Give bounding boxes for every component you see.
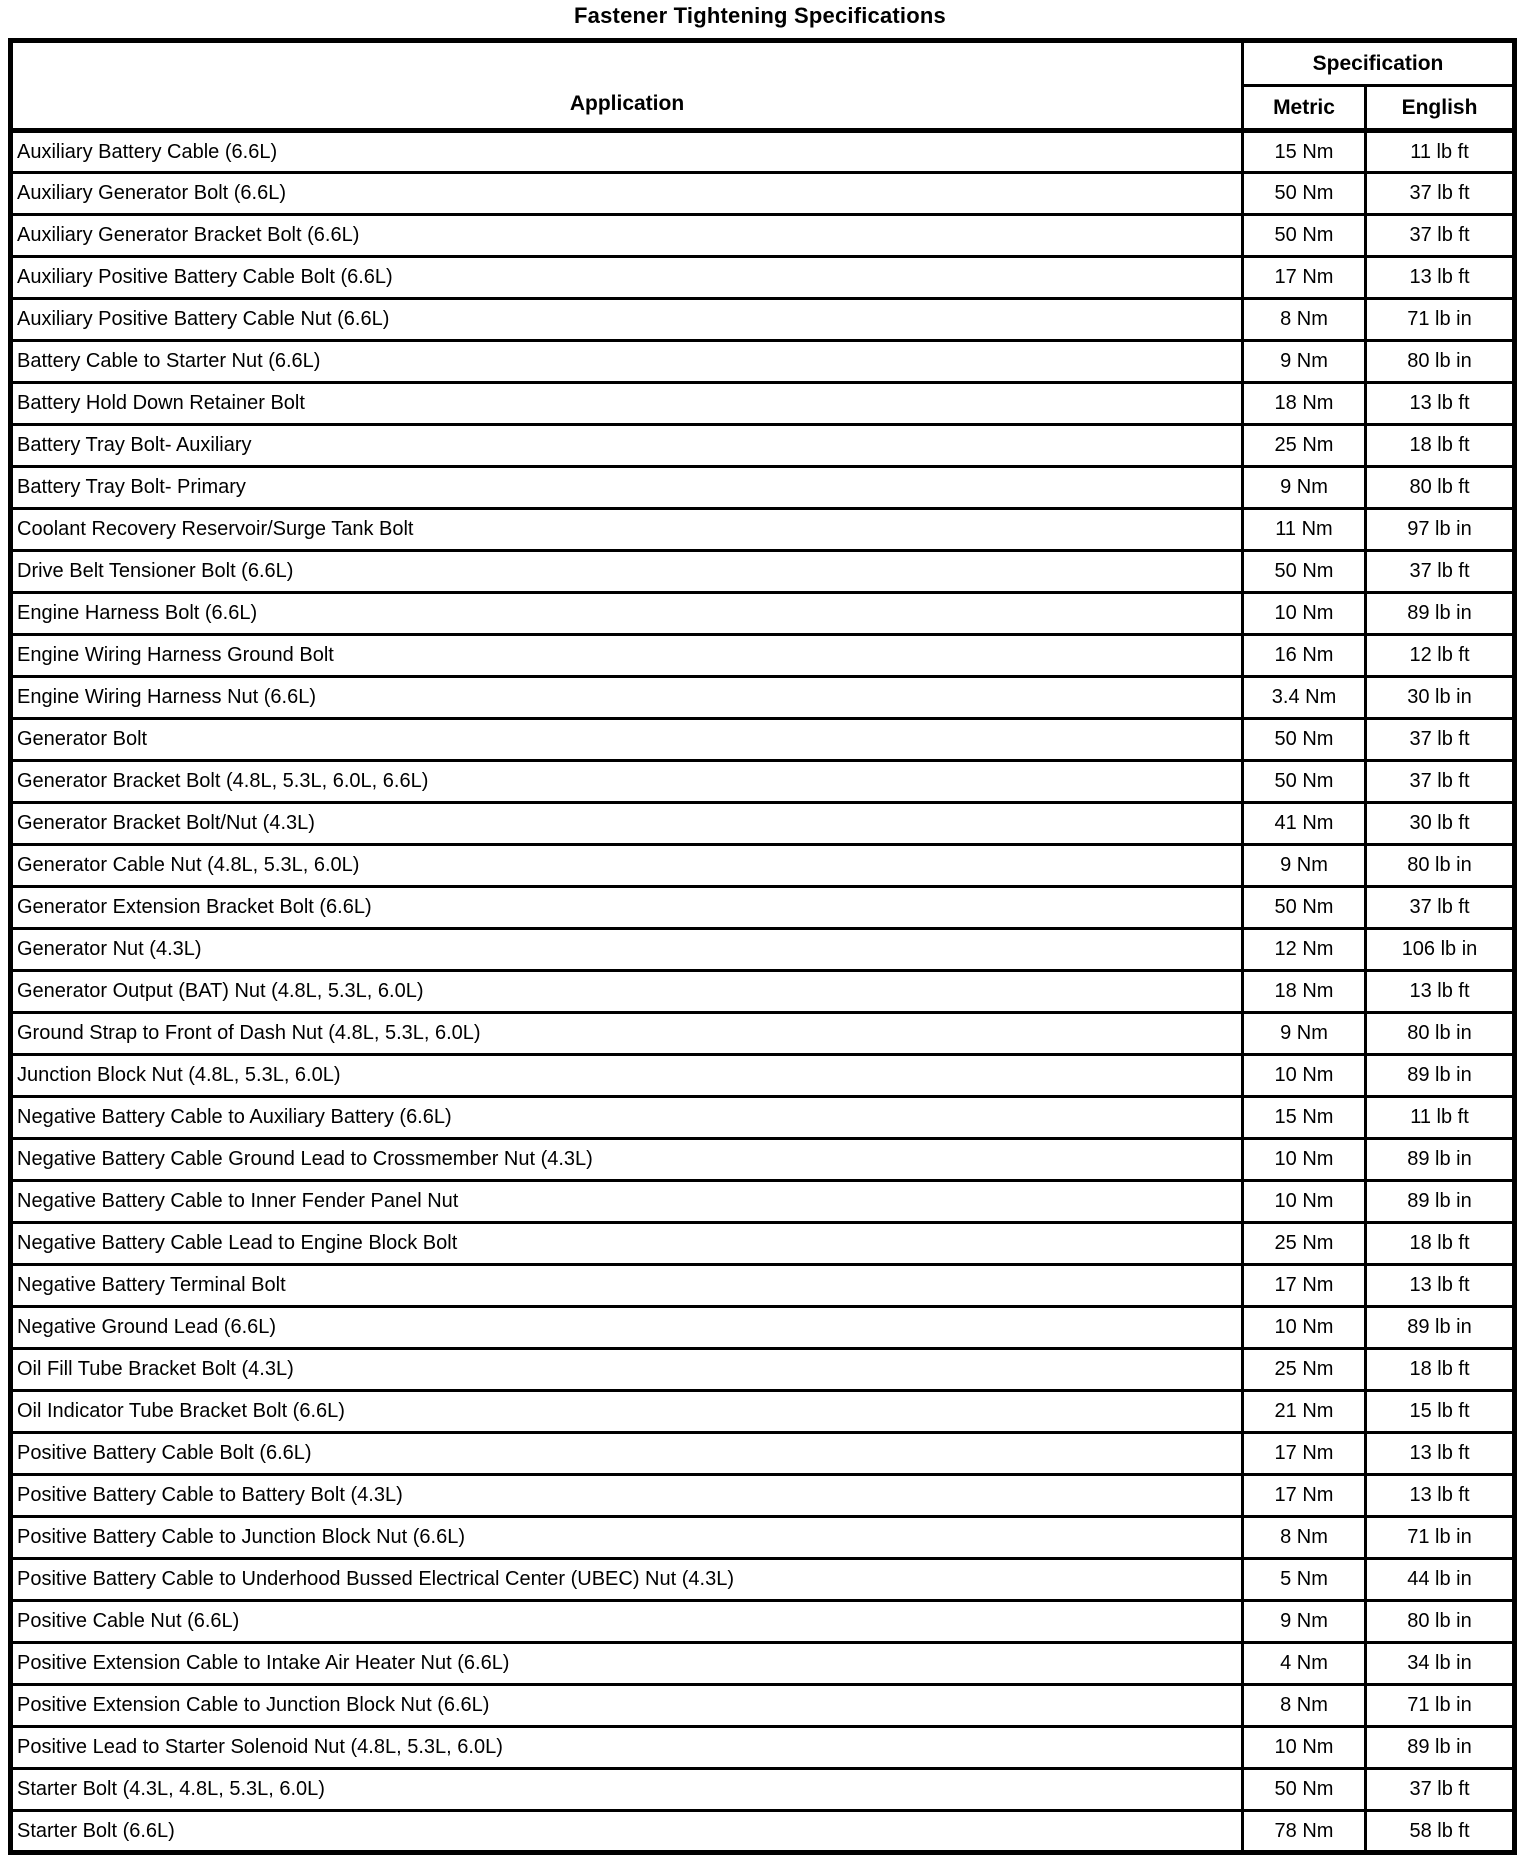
application-cell: Oil Indicator Tube Bracket Bolt (6.6L) [11,1391,1243,1433]
english-value-cell: 71 lb in [1366,299,1515,341]
english-value-cell: 97 lb in [1366,509,1515,551]
header-row-specification [11,41,1515,86]
table-row [11,1433,1515,1475]
application-cell: Auxiliary Positive Battery Cable Bolt (6.6L) [11,257,1243,299]
metric-value-cell: 10 Nm [1243,593,1366,635]
application-cell: Battery Tray Bolt- Primary [11,467,1243,509]
application-cell: Generator Cable Nut (4.8L, 5.3L, 6.0L) [11,845,1243,887]
metric-value-cell: 16 Nm [1243,635,1366,677]
application-cell: Battery Hold Down Retainer Bolt [11,383,1243,425]
table-row [11,845,1515,887]
english-value-cell: 89 lb in [1366,1055,1515,1097]
metric-value-cell: 9 Nm [1243,845,1366,887]
english-column-header: English [1366,86,1515,131]
table-row [11,593,1515,635]
table-row [11,803,1515,845]
english-value-cell: 89 lb in [1366,1181,1515,1223]
english-value-cell: 89 lb in [1366,1307,1515,1349]
metric-value-cell: 17 Nm [1243,1265,1366,1307]
metric-value-cell: 5 Nm [1243,1559,1366,1601]
english-value-cell: 30 lb in [1366,677,1515,719]
page-title: Fastener Tightening Specifications [574,3,946,28]
table-body [11,131,1515,1853]
application-column-header: Application [11,41,1243,131]
table-row [11,971,1515,1013]
table-row [11,677,1515,719]
english-value-cell: 11 lb ft [1366,131,1515,173]
metric-value-cell: 41 Nm [1243,803,1366,845]
metric-value-cell: 10 Nm [1243,1139,1366,1181]
application-cell: Coolant Recovery Reservoir/Surge Tank Bolt [11,509,1243,551]
application-cell: Negative Battery Cable to Auxiliary Battery (6.6L) [11,1097,1243,1139]
metric-value-cell: 18 Nm [1243,383,1366,425]
english-value-cell: 37 lb ft [1366,215,1515,257]
table-row [11,551,1515,593]
table-row [11,1139,1515,1181]
table-row [11,1391,1515,1433]
english-value-cell: 13 lb ft [1366,971,1515,1013]
metric-value-cell: 21 Nm [1243,1391,1366,1433]
english-value-cell: 106 lb in [1366,929,1515,971]
english-value-cell: 37 lb ft [1366,887,1515,929]
application-cell: Engine Wiring Harness Ground Bolt [11,635,1243,677]
metric-value-cell: 50 Nm [1243,761,1366,803]
table-row [11,929,1515,971]
table-row [11,1811,1515,1853]
metric-value-cell: 10 Nm [1243,1181,1366,1223]
application-cell: Starter Bolt (4.3L, 4.8L, 5.3L, 6.0L) [11,1769,1243,1811]
table-row [11,1181,1515,1223]
metric-value-cell: 9 Nm [1243,467,1366,509]
metric-value-cell: 50 Nm [1243,173,1366,215]
english-value-cell: 44 lb in [1366,1559,1515,1601]
application-cell: Generator Bolt [11,719,1243,761]
english-value-cell: 71 lb in [1366,1685,1515,1727]
english-value-cell: 58 lb ft [1366,1811,1515,1853]
application-cell: Drive Belt Tensioner Bolt (6.6L) [11,551,1243,593]
application-cell: Negative Ground Lead (6.6L) [11,1307,1243,1349]
metric-value-cell: 17 Nm [1243,1475,1366,1517]
metric-value-cell: 50 Nm [1243,215,1366,257]
application-cell: Negative Battery Terminal Bolt [11,1265,1243,1307]
metric-value-cell: 25 Nm [1243,1349,1366,1391]
application-cell: Generator Extension Bracket Bolt (6.6L) [11,887,1243,929]
application-cell: Positive Battery Cable Bolt (6.6L) [11,1433,1243,1475]
english-value-cell: 71 lb in [1366,1517,1515,1559]
application-cell: Positive Battery Cable to Battery Bolt (4.3L) [11,1475,1243,1517]
metric-value-cell: 15 Nm [1243,1097,1366,1139]
table-row [11,1265,1515,1307]
metric-value-cell: 18 Nm [1243,971,1366,1013]
metric-value-cell: 11 Nm [1243,509,1366,551]
metric-value-cell: 10 Nm [1243,1307,1366,1349]
english-value-cell: 80 lb in [1366,341,1515,383]
metric-value-cell: 3.4 Nm [1243,677,1366,719]
metric-value-cell: 78 Nm [1243,1811,1366,1853]
application-cell: Negative Battery Cable to Inner Fender Panel Nut [11,1181,1243,1223]
english-value-cell: 37 lb ft [1366,719,1515,761]
english-value-cell: 13 lb ft [1366,1433,1515,1475]
metric-column-header: Metric [1243,86,1366,131]
table-row [11,467,1515,509]
table-row [11,1055,1515,1097]
english-value-cell: 80 lb in [1366,1013,1515,1055]
metric-value-cell: 8 Nm [1243,299,1366,341]
english-value-cell: 11 lb ft [1366,1097,1515,1139]
english-value-cell: 18 lb ft [1366,425,1515,467]
english-value-cell: 89 lb in [1366,593,1515,635]
metric-value-cell: 50 Nm [1243,1769,1366,1811]
english-value-cell: 13 lb ft [1366,383,1515,425]
english-value-cell: 89 lb in [1366,1727,1515,1769]
table-row [11,1307,1515,1349]
table-row [11,1349,1515,1391]
metric-value-cell: 17 Nm [1243,257,1366,299]
english-value-cell: 80 lb in [1366,1601,1515,1643]
table-row [11,1517,1515,1559]
table-row [11,887,1515,929]
table-row [11,761,1515,803]
english-value-cell: 13 lb ft [1366,1265,1515,1307]
application-cell: Generator Nut (4.3L) [11,929,1243,971]
application-cell: Positive Battery Cable to Underhood Bussed Electrical Center (UBEC) Nut (4.3L) [11,1559,1243,1601]
english-value-cell: 13 lb ft [1366,257,1515,299]
table-row [11,1223,1515,1265]
specification-column-header: Specification [1243,41,1515,86]
application-cell: Auxiliary Generator Bracket Bolt (6.6L) [11,215,1243,257]
table-row [11,131,1515,173]
table-row [11,509,1515,551]
english-value-cell: 37 lb ft [1366,761,1515,803]
metric-value-cell: 8 Nm [1243,1517,1366,1559]
table-row [11,1013,1515,1055]
application-cell: Engine Harness Bolt (6.6L) [11,593,1243,635]
metric-value-cell: 50 Nm [1243,887,1366,929]
english-value-cell: 34 lb in [1366,1643,1515,1685]
table-row [11,383,1515,425]
english-value-cell: 37 lb ft [1366,1769,1515,1811]
table-row [11,299,1515,341]
table-row [11,1559,1515,1601]
table-row [11,1685,1515,1727]
english-value-cell: 37 lb ft [1366,173,1515,215]
metric-value-cell: 9 Nm [1243,341,1366,383]
metric-value-cell: 4 Nm [1243,1643,1366,1685]
application-cell: Oil Fill Tube Bracket Bolt (4.3L) [11,1349,1243,1391]
table-row [11,341,1515,383]
english-value-cell: 15 lb ft [1366,1391,1515,1433]
english-value-cell: 18 lb ft [1366,1349,1515,1391]
application-cell: Positive Extension Cable to Junction Block Nut (6.6L) [11,1685,1243,1727]
english-value-cell: 37 lb ft [1366,551,1515,593]
english-value-cell: 12 lb ft [1366,635,1515,677]
application-cell: Battery Cable to Starter Nut (6.6L) [11,341,1243,383]
table-row [11,257,1515,299]
application-cell: Auxiliary Generator Bolt (6.6L) [11,173,1243,215]
metric-value-cell: 50 Nm [1243,551,1366,593]
metric-value-cell: 12 Nm [1243,929,1366,971]
table-row [11,1727,1515,1769]
metric-value-cell: 9 Nm [1243,1013,1366,1055]
english-value-cell: 80 lb ft [1366,467,1515,509]
english-value-cell: 18 lb ft [1366,1223,1515,1265]
table-row [11,173,1515,215]
application-cell: Negative Battery Cable Lead to Engine Block Bolt [11,1223,1243,1265]
application-cell: Generator Bracket Bolt/Nut (4.3L) [11,803,1243,845]
table-header [11,41,1515,131]
application-cell: Engine Wiring Harness Nut (6.6L) [11,677,1243,719]
application-cell: Positive Lead to Starter Solenoid Nut (4.8L, 5.3L, 6.0L) [11,1727,1243,1769]
metric-value-cell: 15 Nm [1243,131,1366,173]
application-cell: Starter Bolt (6.6L) [11,1811,1243,1853]
table-row [11,1097,1515,1139]
table-row [11,1601,1515,1643]
table-row [11,425,1515,467]
application-cell: Positive Battery Cable to Junction Block Nut (6.6L) [11,1517,1243,1559]
application-cell: Battery Tray Bolt- Auxiliary [11,425,1243,467]
metric-value-cell: 10 Nm [1243,1727,1366,1769]
table-row [11,719,1515,761]
metric-value-cell: 17 Nm [1243,1433,1366,1475]
application-cell: Junction Block Nut (4.8L, 5.3L, 6.0L) [11,1055,1243,1097]
application-cell: Positive Cable Nut (6.6L) [11,1601,1243,1643]
application-cell: Generator Output (BAT) Nut (4.8L, 5.3L, 6.0L) [11,971,1243,1013]
metric-value-cell: 10 Nm [1243,1055,1366,1097]
application-cell: Ground Strap to Front of Dash Nut (4.8L, 5.3L, 6.0L) [11,1013,1243,1055]
table-row [11,1769,1515,1811]
english-value-cell: 80 lb in [1366,845,1515,887]
application-cell: Negative Battery Cable Ground Lead to Crossmember Nut (4.3L) [11,1139,1243,1181]
table-row [11,215,1515,257]
table-row [11,1475,1515,1517]
application-cell: Auxiliary Battery Cable (6.6L) [11,131,1243,173]
metric-value-cell: 8 Nm [1243,1685,1366,1727]
application-cell: Positive Extension Cable to Intake Air Heater Nut (6.6L) [11,1643,1243,1685]
application-cell: Generator Bracket Bolt (4.8L, 5.3L, 6.0L, 6.6L) [11,761,1243,803]
english-value-cell: 13 lb ft [1366,1475,1515,1517]
application-cell: Auxiliary Positive Battery Cable Nut (6.6L) [11,299,1243,341]
metric-value-cell: 25 Nm [1243,1223,1366,1265]
english-value-cell: 30 lb ft [1366,803,1515,845]
fastener-spec-table [8,38,1517,1855]
english-value-cell: 89 lb in [1366,1139,1515,1181]
metric-value-cell: 50 Nm [1243,719,1366,761]
metric-value-cell: 25 Nm [1243,425,1366,467]
table-row [11,635,1515,677]
table-row [11,1643,1515,1685]
metric-value-cell: 9 Nm [1243,1601,1366,1643]
